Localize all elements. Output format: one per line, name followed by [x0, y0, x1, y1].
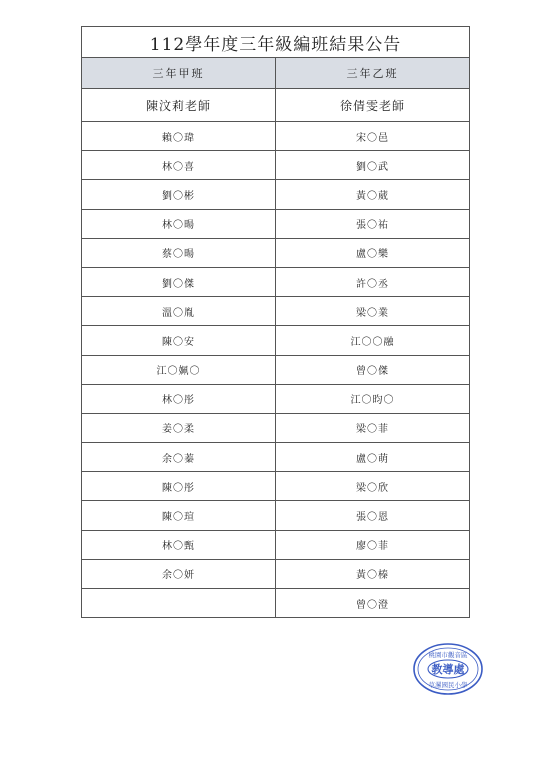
class-b-header: 三年乙班 — [276, 58, 470, 89]
table-row — [82, 589, 470, 618]
table-row — [82, 151, 470, 180]
table-row — [82, 238, 470, 267]
class-a-header: 三年甲班 — [82, 58, 276, 89]
table-row — [82, 413, 470, 442]
table-row — [82, 501, 470, 530]
class-b-teacher: 徐倩雯老師 — [276, 89, 470, 122]
class-a-student: 溫〇胤 — [82, 297, 276, 326]
table-row — [82, 122, 470, 151]
table-row — [82, 384, 470, 413]
class-b-student: 許〇丞 — [276, 267, 470, 296]
class-a-student: 江〇姵〇 — [82, 355, 276, 384]
class-b-student: 盧〇樂 — [276, 238, 470, 267]
table-row — [82, 559, 470, 588]
class-header-row — [82, 58, 470, 89]
class-b-student: 劉〇武 — [276, 151, 470, 180]
table-row — [82, 267, 470, 296]
table-row — [82, 297, 470, 326]
class-table — [81, 26, 470, 618]
table-row — [82, 180, 470, 209]
school-seal-stamp — [412, 642, 484, 696]
class-a-student: 姜〇柔 — [82, 413, 276, 442]
class-a-student: 陳〇瑄 — [82, 501, 276, 530]
class-a-student: 賴〇瑋 — [82, 122, 276, 151]
table-row — [82, 209, 470, 238]
class-b-student: 江〇〇融 — [276, 326, 470, 355]
seal-bottom-text: 草漯國民小學 — [428, 681, 468, 689]
class-b-student: 張〇恩 — [276, 501, 470, 530]
class-b-student: 梁〇欣 — [276, 472, 470, 501]
class-a-student: 余〇蓁 — [82, 443, 276, 472]
class-a-student: 林〇暘 — [82, 209, 276, 238]
seal-center-text: 教導處 — [431, 663, 465, 676]
table-row — [82, 326, 470, 355]
class-a-student: 陳〇安 — [82, 326, 276, 355]
class-b-student: 梁〇業 — [276, 297, 470, 326]
class-b-student: 盧〇萌 — [276, 443, 470, 472]
student-list — [82, 122, 470, 618]
class-b-student: 廖〇菲 — [276, 530, 470, 559]
table-row — [82, 355, 470, 384]
teacher-row — [82, 89, 470, 122]
class-a-student: 蔡〇暘 — [82, 238, 276, 267]
class-a-student: 劉〇傑 — [82, 267, 276, 296]
class-b-student: 黃〇葳 — [276, 180, 470, 209]
class-a-student: 余〇妍 — [82, 559, 276, 588]
class-a-student: 林〇彤 — [82, 384, 276, 413]
page-title: 112學年度三年級編班結果公告 — [82, 27, 470, 58]
class-a-student: 陳〇彤 — [82, 472, 276, 501]
class-assignment-notice — [81, 26, 470, 618]
class-a-student: 林〇甄 — [82, 530, 276, 559]
class-a-teacher: 陳汶莉老師 — [82, 89, 276, 122]
seal-top-text: 桃園市觀音區 — [428, 651, 468, 659]
class-a-student — [82, 589, 276, 618]
table-row — [82, 530, 470, 559]
class-b-student: 梁〇菲 — [276, 413, 470, 442]
class-b-student: 曾〇澄 — [276, 589, 470, 618]
class-b-student: 宋〇邑 — [276, 122, 470, 151]
class-b-student: 曾〇傑 — [276, 355, 470, 384]
class-b-student: 張〇祐 — [276, 209, 470, 238]
class-b-student: 江〇昀〇 — [276, 384, 470, 413]
class-a-student: 劉〇彬 — [82, 180, 276, 209]
class-a-student: 林〇喜 — [82, 151, 276, 180]
table-row — [82, 472, 470, 501]
table-row — [82, 443, 470, 472]
class-b-student: 黃〇榛 — [276, 559, 470, 588]
